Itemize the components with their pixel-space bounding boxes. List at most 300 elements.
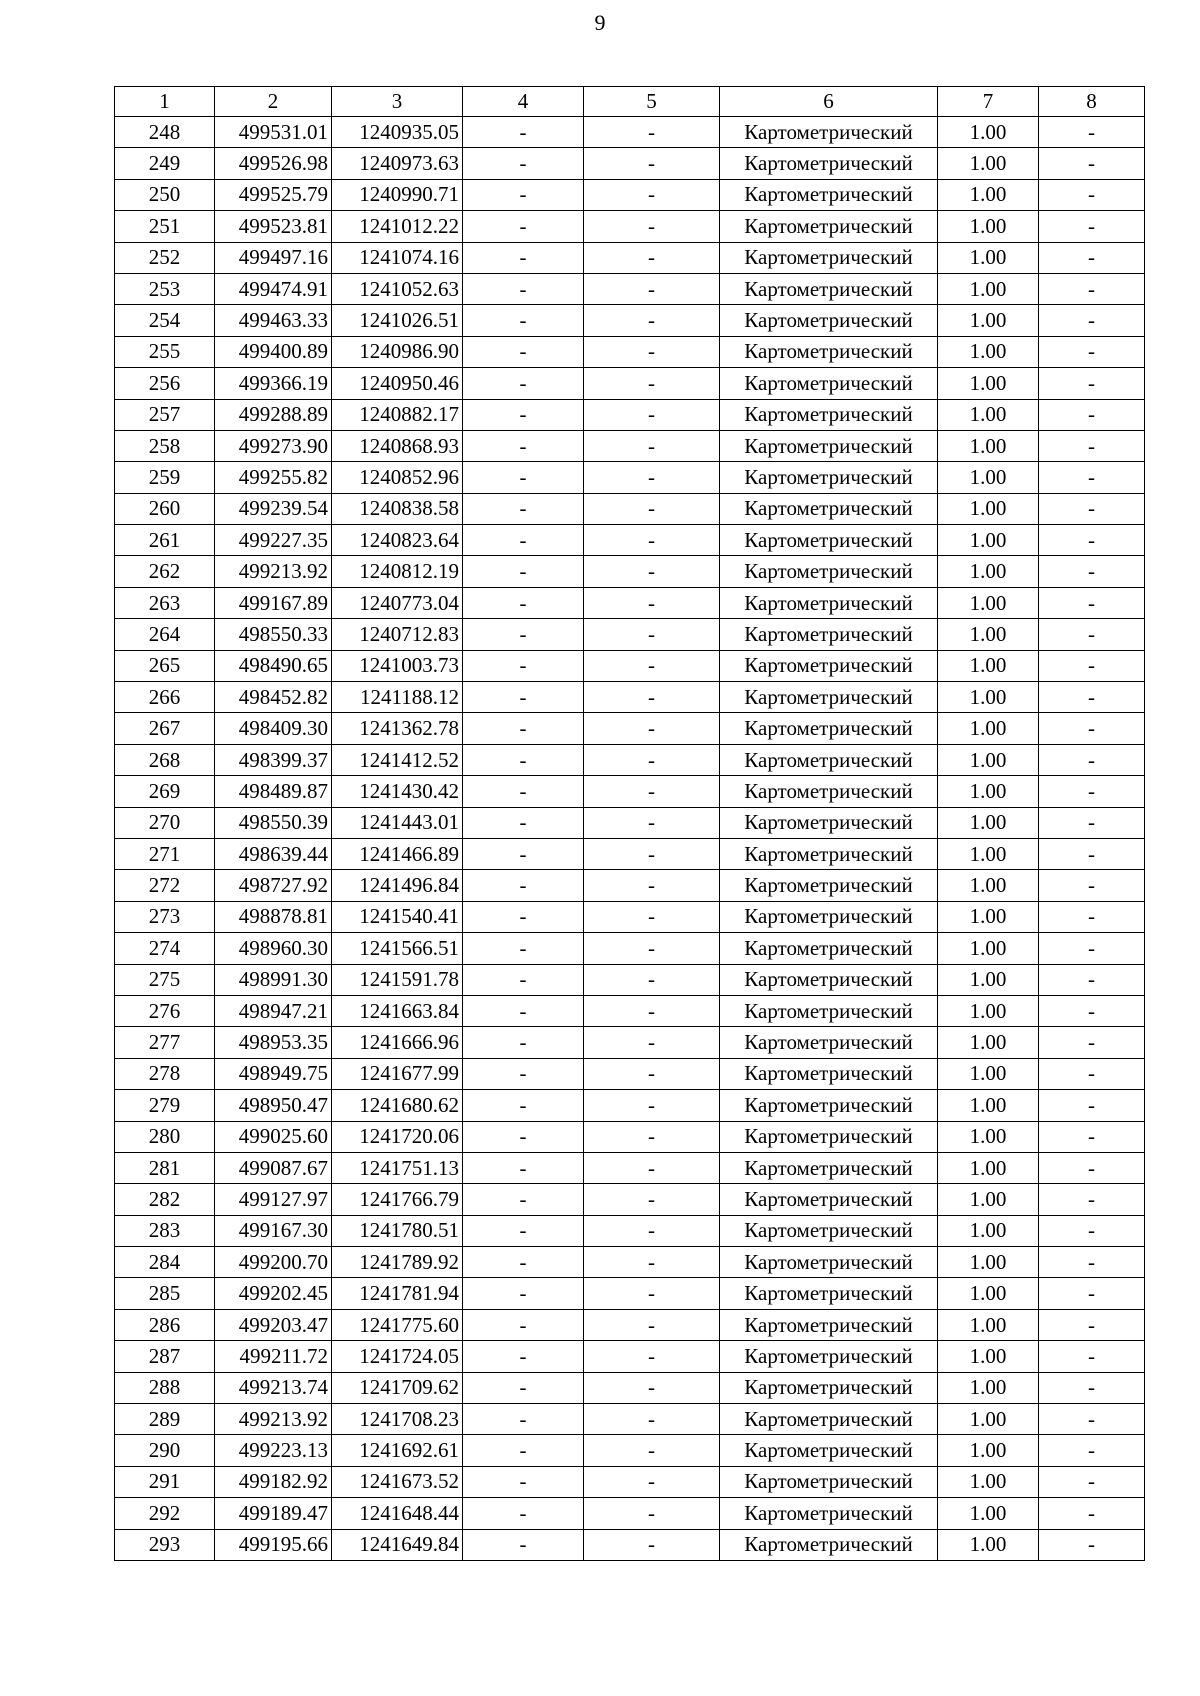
method-cell: Картометрический [720, 368, 938, 399]
column-8-cell: - [1039, 305, 1145, 336]
column-5-cell: - [584, 1121, 720, 1152]
accuracy-cell: 1.00 [938, 744, 1039, 775]
method-cell: Картометрический [720, 242, 938, 273]
column-4-cell: - [463, 117, 584, 148]
column-8-cell: - [1039, 1278, 1145, 1309]
table-row [115, 650, 1145, 681]
x-coordinate-cell: 499523.81 [215, 211, 332, 242]
column-5-cell: - [584, 1152, 720, 1183]
column-8-cell: - [1039, 1184, 1145, 1215]
accuracy-cell: 1.00 [938, 838, 1039, 869]
y-coordinate-cell: 1241443.01 [332, 807, 463, 838]
column-5-cell: - [584, 117, 720, 148]
column-8-cell: - [1039, 776, 1145, 807]
table-row [115, 1121, 1145, 1152]
point-number-cell: 280 [115, 1121, 215, 1152]
column-5-cell: - [584, 1372, 720, 1403]
table-row [115, 462, 1145, 493]
accuracy-cell: 1.00 [938, 493, 1039, 524]
method-cell: Картометрический [720, 211, 938, 242]
method-cell: Картометрический [720, 807, 938, 838]
column-4-cell: - [463, 1278, 584, 1309]
y-coordinate-cell: 1241649.84 [332, 1529, 463, 1560]
method-cell: Картометрический [720, 650, 938, 681]
method-cell: Картометрический [720, 1372, 938, 1403]
coordinates-table [114, 86, 1145, 1561]
column-4-cell: - [463, 1404, 584, 1435]
x-coordinate-cell: 499200.70 [215, 1247, 332, 1278]
x-coordinate-cell: 498550.39 [215, 807, 332, 838]
column-4-cell: - [463, 1247, 584, 1278]
column-5-cell: - [584, 1466, 720, 1497]
column-header: 2 [215, 87, 332, 117]
y-coordinate-cell: 1240812.19 [332, 556, 463, 587]
method-cell: Картометрический [720, 148, 938, 179]
x-coordinate-cell: 499182.92 [215, 1466, 332, 1497]
table-row [115, 619, 1145, 650]
column-4-cell: - [463, 1435, 584, 1466]
method-cell: Картометрический [720, 682, 938, 713]
table-row [115, 1435, 1145, 1466]
y-coordinate-cell: 1241775.60 [332, 1309, 463, 1340]
point-number-cell: 258 [115, 430, 215, 461]
point-number-cell: 259 [115, 462, 215, 493]
column-4-cell: - [463, 870, 584, 901]
y-coordinate-cell: 1241188.12 [332, 682, 463, 713]
y-coordinate-cell: 1240852.96 [332, 462, 463, 493]
column-8-cell: - [1039, 1466, 1145, 1497]
table-row [115, 368, 1145, 399]
column-5-cell: - [584, 1498, 720, 1529]
column-8-cell: - [1039, 650, 1145, 681]
column-5-cell: - [584, 1309, 720, 1340]
column-8-cell: - [1039, 1027, 1145, 1058]
table-row [115, 807, 1145, 838]
y-coordinate-cell: 1240882.17 [332, 399, 463, 430]
x-coordinate-cell: 498550.33 [215, 619, 332, 650]
table-row [115, 838, 1145, 869]
column-5-cell: - [584, 1184, 720, 1215]
method-cell: Картометрический [720, 1027, 938, 1058]
column-4-cell: - [463, 368, 584, 399]
accuracy-cell: 1.00 [938, 179, 1039, 210]
point-number-cell: 269 [115, 776, 215, 807]
accuracy-cell: 1.00 [938, 1466, 1039, 1497]
table-row [115, 179, 1145, 210]
column-8-cell: - [1039, 901, 1145, 932]
column-8-cell: - [1039, 1309, 1145, 1340]
column-8-cell: - [1039, 117, 1145, 148]
column-4-cell: - [463, 964, 584, 995]
table-row [115, 1466, 1145, 1497]
method-cell: Картометрический [720, 493, 938, 524]
table-row [115, 995, 1145, 1026]
column-4-cell: - [463, 399, 584, 430]
method-cell: Картометрический [720, 556, 938, 587]
accuracy-cell: 1.00 [938, 713, 1039, 744]
table-row [115, 1278, 1145, 1309]
y-coordinate-cell: 1240950.46 [332, 368, 463, 399]
method-cell: Картометрический [720, 1309, 938, 1340]
point-number-cell: 261 [115, 525, 215, 556]
accuracy-cell: 1.00 [938, 682, 1039, 713]
column-8-cell: - [1039, 1404, 1145, 1435]
y-coordinate-cell: 1241362.78 [332, 713, 463, 744]
y-coordinate-cell: 1240973.63 [332, 148, 463, 179]
y-coordinate-cell: 1241789.92 [332, 1247, 463, 1278]
y-coordinate-cell: 1241591.78 [332, 964, 463, 995]
method-cell: Картометрический [720, 1466, 938, 1497]
method-cell: Картометрический [720, 1215, 938, 1246]
column-5-cell: - [584, 336, 720, 367]
column-5-cell: - [584, 148, 720, 179]
accuracy-cell: 1.00 [938, 1247, 1039, 1278]
x-coordinate-cell: 499213.92 [215, 556, 332, 587]
column-4-cell: - [463, 1466, 584, 1497]
column-8-cell: - [1039, 1121, 1145, 1152]
column-8-cell: - [1039, 368, 1145, 399]
point-number-cell: 290 [115, 1435, 215, 1466]
x-coordinate-cell: 499525.79 [215, 179, 332, 210]
column-5-cell: - [584, 870, 720, 901]
table-row [115, 1027, 1145, 1058]
column-5-cell: - [584, 399, 720, 430]
x-coordinate-cell: 499213.92 [215, 1404, 332, 1435]
method-cell: Картометрический [720, 964, 938, 995]
column-4-cell: - [463, 242, 584, 273]
x-coordinate-cell: 499211.72 [215, 1341, 332, 1372]
method-cell: Картометрический [720, 1404, 938, 1435]
column-4-cell: - [463, 995, 584, 1026]
table-row [115, 1058, 1145, 1089]
accuracy-cell: 1.00 [938, 242, 1039, 273]
point-number-cell: 283 [115, 1215, 215, 1246]
column-5-cell: - [584, 619, 720, 650]
column-5-cell: - [584, 1027, 720, 1058]
x-coordinate-cell: 499526.98 [215, 148, 332, 179]
x-coordinate-cell: 498947.21 [215, 995, 332, 1026]
column-8-cell: - [1039, 870, 1145, 901]
column-5-cell: - [584, 650, 720, 681]
accuracy-cell: 1.00 [938, 619, 1039, 650]
accuracy-cell: 1.00 [938, 1121, 1039, 1152]
accuracy-cell: 1.00 [938, 525, 1039, 556]
column-8-cell: - [1039, 682, 1145, 713]
accuracy-cell: 1.00 [938, 273, 1039, 304]
column-5-cell: - [584, 838, 720, 869]
x-coordinate-cell: 498950.47 [215, 1090, 332, 1121]
method-cell: Картометрический [720, 1247, 938, 1278]
y-coordinate-cell: 1241781.94 [332, 1278, 463, 1309]
point-number-cell: 253 [115, 273, 215, 304]
column-4-cell: - [463, 1090, 584, 1121]
point-number-cell: 288 [115, 1372, 215, 1403]
point-number-cell: 262 [115, 556, 215, 587]
column-4-cell: - [463, 1058, 584, 1089]
y-coordinate-cell: 1241666.96 [332, 1027, 463, 1058]
table-row [115, 1309, 1145, 1340]
column-8-cell: - [1039, 399, 1145, 430]
column-5-cell: - [584, 211, 720, 242]
column-4-cell: - [463, 619, 584, 650]
x-coordinate-cell: 499213.74 [215, 1372, 332, 1403]
column-4-cell: - [463, 462, 584, 493]
column-8-cell: - [1039, 1372, 1145, 1403]
point-number-cell: 265 [115, 650, 215, 681]
table-row [115, 776, 1145, 807]
point-number-cell: 249 [115, 148, 215, 179]
method-cell: Картометрический [720, 430, 938, 461]
column-4-cell: - [463, 525, 584, 556]
x-coordinate-cell: 498490.65 [215, 650, 332, 681]
accuracy-cell: 1.00 [938, 430, 1039, 461]
column-5-cell: - [584, 242, 720, 273]
x-coordinate-cell: 499203.47 [215, 1309, 332, 1340]
column-8-cell: - [1039, 1529, 1145, 1560]
column-5-cell: - [584, 305, 720, 336]
method-cell: Картометрический [720, 462, 938, 493]
point-number-cell: 278 [115, 1058, 215, 1089]
column-5-cell: - [584, 273, 720, 304]
accuracy-cell: 1.00 [938, 1372, 1039, 1403]
x-coordinate-cell: 498727.92 [215, 870, 332, 901]
table-row [115, 336, 1145, 367]
x-coordinate-cell: 499474.91 [215, 273, 332, 304]
column-4-cell: - [463, 1184, 584, 1215]
x-coordinate-cell: 499255.82 [215, 462, 332, 493]
x-coordinate-cell: 499366.19 [215, 368, 332, 399]
method-cell: Картометрический [720, 619, 938, 650]
method-cell: Картометрический [720, 744, 938, 775]
column-5-cell: - [584, 995, 720, 1026]
column-header: 5 [584, 87, 720, 117]
y-coordinate-cell: 1240986.90 [332, 336, 463, 367]
column-8-cell: - [1039, 242, 1145, 273]
accuracy-cell: 1.00 [938, 1341, 1039, 1372]
table-row [115, 933, 1145, 964]
y-coordinate-cell: 1241680.62 [332, 1090, 463, 1121]
column-8-cell: - [1039, 619, 1145, 650]
x-coordinate-cell: 499087.67 [215, 1152, 332, 1183]
point-number-cell: 255 [115, 336, 215, 367]
column-8-cell: - [1039, 462, 1145, 493]
table-row [115, 525, 1145, 556]
point-number-cell: 282 [115, 1184, 215, 1215]
accuracy-cell: 1.00 [938, 1529, 1039, 1560]
y-coordinate-cell: 1241673.52 [332, 1466, 463, 1497]
column-4-cell: - [463, 1152, 584, 1183]
column-5-cell: - [584, 1247, 720, 1278]
point-number-cell: 266 [115, 682, 215, 713]
column-4-cell: - [463, 1309, 584, 1340]
y-coordinate-cell: 1240773.04 [332, 587, 463, 618]
table-row [115, 1341, 1145, 1372]
point-number-cell: 274 [115, 933, 215, 964]
column-5-cell: - [584, 1404, 720, 1435]
table-row [115, 1184, 1145, 1215]
column-4-cell: - [463, 1341, 584, 1372]
point-number-cell: 291 [115, 1466, 215, 1497]
column-8-cell: - [1039, 933, 1145, 964]
method-cell: Картометрический [720, 399, 938, 430]
y-coordinate-cell: 1241003.73 [332, 650, 463, 681]
method-cell: Картометрический [720, 336, 938, 367]
table-row [115, 901, 1145, 932]
method-cell: Картометрический [720, 1341, 938, 1372]
accuracy-cell: 1.00 [938, 305, 1039, 336]
x-coordinate-cell: 499167.30 [215, 1215, 332, 1246]
accuracy-cell: 1.00 [938, 399, 1039, 430]
accuracy-cell: 1.00 [938, 1215, 1039, 1246]
column-8-cell: - [1039, 556, 1145, 587]
table-row [115, 273, 1145, 304]
column-4-cell: - [463, 430, 584, 461]
y-coordinate-cell: 1241692.61 [332, 1435, 463, 1466]
column-5-cell: - [584, 1529, 720, 1560]
column-8-cell: - [1039, 1152, 1145, 1183]
table-row [115, 1152, 1145, 1183]
point-number-cell: 285 [115, 1278, 215, 1309]
accuracy-cell: 1.00 [938, 117, 1039, 148]
column-8-cell: - [1039, 273, 1145, 304]
x-coordinate-cell: 498452.82 [215, 682, 332, 713]
point-number-cell: 286 [115, 1309, 215, 1340]
column-header: 4 [463, 87, 584, 117]
column-5-cell: - [584, 179, 720, 210]
column-5-cell: - [584, 901, 720, 932]
column-5-cell: - [584, 744, 720, 775]
column-4-cell: - [463, 901, 584, 932]
column-5-cell: - [584, 493, 720, 524]
y-coordinate-cell: 1241751.13 [332, 1152, 463, 1183]
table-row [115, 587, 1145, 618]
column-header: 8 [1039, 87, 1145, 117]
column-5-cell: - [584, 964, 720, 995]
y-coordinate-cell: 1241026.51 [332, 305, 463, 336]
point-number-cell: 263 [115, 587, 215, 618]
column-8-cell: - [1039, 1090, 1145, 1121]
x-coordinate-cell: 498489.87 [215, 776, 332, 807]
method-cell: Картометрический [720, 933, 938, 964]
column-4-cell: - [463, 1215, 584, 1246]
column-8-cell: - [1039, 1435, 1145, 1466]
column-8-cell: - [1039, 587, 1145, 618]
column-4-cell: - [463, 1498, 584, 1529]
x-coordinate-cell: 499531.01 [215, 117, 332, 148]
accuracy-cell: 1.00 [938, 1309, 1039, 1340]
accuracy-cell: 1.00 [938, 901, 1039, 932]
column-5-cell: - [584, 807, 720, 838]
accuracy-cell: 1.00 [938, 1278, 1039, 1309]
column-4-cell: - [463, 1372, 584, 1403]
table-row [115, 211, 1145, 242]
table-row [115, 1498, 1145, 1529]
accuracy-cell: 1.00 [938, 995, 1039, 1026]
column-4-cell: - [463, 682, 584, 713]
column-8-cell: - [1039, 336, 1145, 367]
x-coordinate-cell: 498953.35 [215, 1027, 332, 1058]
method-cell: Картометрический [720, 1498, 938, 1529]
column-8-cell: - [1039, 1215, 1145, 1246]
x-coordinate-cell: 498949.75 [215, 1058, 332, 1089]
x-coordinate-cell: 499195.66 [215, 1529, 332, 1560]
y-coordinate-cell: 1240823.64 [332, 525, 463, 556]
x-coordinate-cell: 499127.97 [215, 1184, 332, 1215]
table-row [115, 964, 1145, 995]
x-coordinate-cell: 499400.89 [215, 336, 332, 367]
column-header: 3 [332, 87, 463, 117]
table-row [115, 242, 1145, 273]
y-coordinate-cell: 1241012.22 [332, 211, 463, 242]
y-coordinate-cell: 1240868.93 [332, 430, 463, 461]
point-number-cell: 273 [115, 901, 215, 932]
point-number-cell: 248 [115, 117, 215, 148]
point-number-cell: 277 [115, 1027, 215, 1058]
column-4-cell: - [463, 336, 584, 367]
method-cell: Картометрический [720, 1090, 938, 1121]
y-coordinate-cell: 1241766.79 [332, 1184, 463, 1215]
method-cell: Картометрический [720, 587, 938, 618]
accuracy-cell: 1.00 [938, 368, 1039, 399]
table-row [115, 117, 1145, 148]
method-cell: Картометрический [720, 1278, 938, 1309]
x-coordinate-cell: 499273.90 [215, 430, 332, 461]
column-8-cell: - [1039, 713, 1145, 744]
table-row [115, 682, 1145, 713]
column-4-cell: - [463, 211, 584, 242]
table-row [115, 1529, 1145, 1560]
table-row [115, 430, 1145, 461]
y-coordinate-cell: 1241720.06 [332, 1121, 463, 1152]
column-4-cell: - [463, 556, 584, 587]
column-4-cell: - [463, 1121, 584, 1152]
method-cell: Картометрический [720, 117, 938, 148]
column-5-cell: - [584, 933, 720, 964]
column-4-cell: - [463, 148, 584, 179]
accuracy-cell: 1.00 [938, 1027, 1039, 1058]
method-cell: Картометрический [720, 179, 938, 210]
x-coordinate-cell: 499288.89 [215, 399, 332, 430]
column-8-cell: - [1039, 1247, 1145, 1278]
point-number-cell: 281 [115, 1152, 215, 1183]
table-row [115, 1215, 1145, 1246]
y-coordinate-cell: 1241496.84 [332, 870, 463, 901]
column-4-cell: - [463, 650, 584, 681]
point-number-cell: 264 [115, 619, 215, 650]
x-coordinate-cell: 498960.30 [215, 933, 332, 964]
column-8-cell: - [1039, 525, 1145, 556]
column-5-cell: - [584, 1341, 720, 1372]
column-5-cell: - [584, 682, 720, 713]
column-8-cell: - [1039, 964, 1145, 995]
y-coordinate-cell: 1241412.52 [332, 744, 463, 775]
y-coordinate-cell: 1241540.41 [332, 901, 463, 932]
y-coordinate-cell: 1241430.42 [332, 776, 463, 807]
y-coordinate-cell: 1240712.83 [332, 619, 463, 650]
point-number-cell: 275 [115, 964, 215, 995]
column-8-cell: - [1039, 1498, 1145, 1529]
accuracy-cell: 1.00 [938, 1184, 1039, 1215]
table-row [115, 744, 1145, 775]
accuracy-cell: 1.00 [938, 933, 1039, 964]
column-4-cell: - [463, 807, 584, 838]
y-coordinate-cell: 1240935.05 [332, 117, 463, 148]
point-number-cell: 267 [115, 713, 215, 744]
y-coordinate-cell: 1241677.99 [332, 1058, 463, 1089]
point-number-cell: 276 [115, 995, 215, 1026]
method-cell: Картометрический [720, 870, 938, 901]
method-cell: Картометрический [720, 901, 938, 932]
